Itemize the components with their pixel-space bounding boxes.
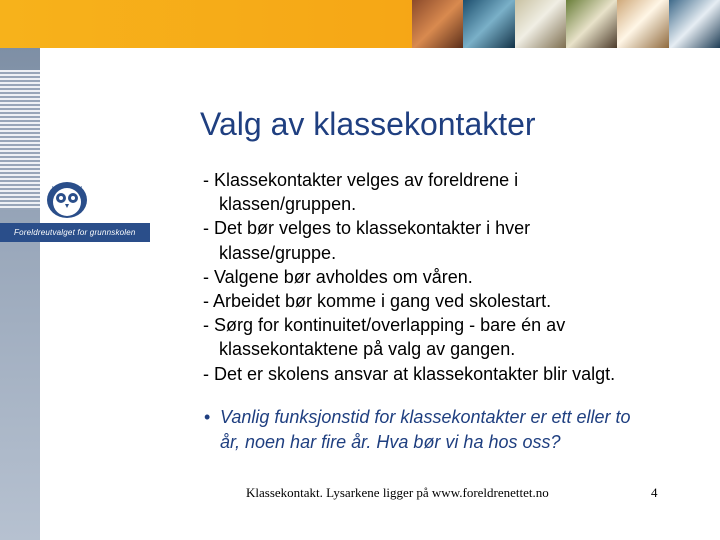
- bullet-line: år, noen har fire år. Hva bør vi ha hos oss?: [220, 432, 561, 452]
- banner-photo-child: [669, 0, 720, 48]
- body-line: - Det er skolens ansvar at klassekontakter blir valgt.: [203, 363, 616, 384]
- banner-photo-students: [566, 0, 617, 48]
- body-line: klassekontaktene på valg av gangen.: [219, 339, 516, 360]
- bullet-line: Vanlig funksjonstid for klassekontakter er ett eller to: [220, 407, 631, 427]
- slide-title: Valg av klassekontakter: [200, 106, 536, 142]
- body-line: - Arbeidet bør komme i gang ved skolestart.: [203, 291, 552, 312]
- body-line: - Sørg for kontinuitet/overlapping - bare én av: [203, 315, 566, 336]
- body-line: klasse/gruppe.: [219, 242, 337, 263]
- logo-label: Foreldreutvalget for grunnskolen: [0, 223, 150, 242]
- page-number: 4: [651, 485, 658, 500]
- bullet-icon: •: [204, 407, 211, 427]
- banner-photo-classroom: [515, 0, 566, 48]
- body-line: - Klassekontakter velges av foreldrene i: [203, 170, 519, 190]
- banner-photo-book: [617, 0, 668, 48]
- sidebar-stripes: [0, 70, 40, 210]
- banner-photo-teacher: [412, 0, 463, 48]
- body-line: klassen/gruppen.: [219, 194, 357, 215]
- body-line: - Valgene bør avholdes om våren.: [203, 266, 473, 287]
- bullet-note: [204, 405, 694, 455]
- body-text: [203, 168, 615, 386]
- footer-text: Klassekontakt. Lysarkene ligger på www.foreldrenettet.no: [246, 485, 549, 500]
- owl-icon: [44, 180, 90, 220]
- banner-photo-strip: [412, 0, 720, 48]
- banner-photo-math: [463, 0, 514, 48]
- body-line: - Det bør velges to klassekontakter i hver: [203, 218, 531, 239]
